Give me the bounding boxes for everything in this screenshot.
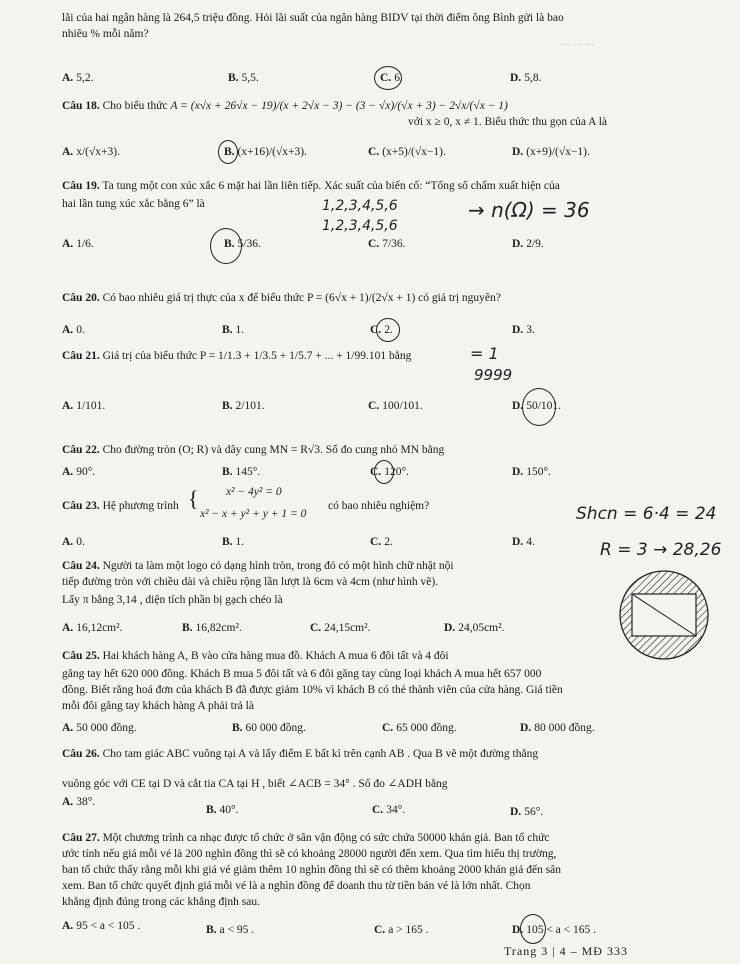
q21-option-c[interactable]: C. 100/101. [368,400,423,412]
answer-circle-mark [520,914,546,944]
q22-option-d[interactable]: D. 150°. [512,466,551,478]
q23-option-d[interactable]: D. 4. [512,536,535,548]
q18-option-b[interactable]: B. (x+16)/(√x+3). [224,146,307,158]
handwritten-note: 1,2,3,4,5,6 [322,198,398,214]
page-footer: Trang 3 | 4 – MĐ 333 [504,944,628,958]
q23-question-tail: có bao nhiêu nghiệm? [328,500,430,512]
q21-stem: Câu 21. Giá trị của biểu thức P = 1/1.3 + 1/3.5 + 1/5.7 + ... + 1/99.101 bằng [62,350,412,362]
q22-option-b[interactable]: B. 145°. [222,466,261,478]
handwritten-note: Shcn = 6·4 = 24 [576,504,717,524]
handwritten-note: 9999 [474,366,513,384]
q22-option-a[interactable]: A. 90°. [62,466,96,478]
q19-option-a[interactable]: A. 1/6. [62,238,94,250]
q24-option-c[interactable]: C. 24,15cm². [310,622,371,634]
q19-stem-line-1: Câu 19. Ta tung một con xúc xắc 6 mặt hai lần liên tiếp. Xác suất của biến cố: “Tổng số chấm xuất hiện của [62,180,560,192]
q20-option-a[interactable]: A. 0. [62,324,85,336]
handwritten-note: R = 3 → 28,26 [600,540,722,560]
q26-option-c[interactable]: C. 34°. [372,804,406,816]
q26-option-a[interactable]: A. 38°. [62,796,96,808]
q25-stem-line-4: mỗi đôi găng tay khách hàng A phải trả là [62,700,254,712]
q27-stem-line-4: xem. Ban tổ chức quyết định giá mỗi vé là a nghìn đồng để doanh thu từ tiền bán vé là lớn nhất. Chọn [62,880,531,892]
q19-option-d[interactable]: D. 2/9. [512,238,544,250]
q18-condition: với x ≥ 0, x ≠ 1. Biểu thức thu gọn của A là [408,116,608,128]
q27-stem-line-1: Câu 27. Một chương trình ca nhạc được tổ chức ở sân vận động có sức chứa 50000 khán giả. Ban tổ chức [62,832,550,844]
handwritten-note: = 1 [470,344,499,363]
q20-option-d[interactable]: D. 3. [512,324,535,336]
q18-option-d[interactable]: D. (x+9)/(√x−1). [512,146,590,158]
q25-option-b[interactable]: B. 60 000 đồng. [232,722,306,734]
q22-option-c[interactable]: C. 120°. [370,466,409,478]
q25-option-d[interactable]: D. 80 000 đồng. [520,722,595,734]
answer-circle-mark [210,228,242,264]
q27-stem-line-3: ban tổ chức thấy rằng mỗi khi giá vé giảm thêm 10 nghìn đồng thì sẽ có thêm khoảng 2000 khán giả đến sân [62,864,562,876]
q25-stem-line-1: Câu 25. Hai khách hàng A, B vào cửa hàng mua đồ. Khách A mua 6 đôi tất và 4 đôi [62,650,449,662]
answer-circle-mark [522,388,556,426]
answer-circle-mark [376,318,400,342]
q17-option-c[interactable]: C. 6. [380,72,403,84]
q26-stem-line-1: Câu 26. Cho tam giác ABC vuông tại A và lấy điểm E bất kì trên cạnh AB . Qua B vẽ một đường thẳng [62,748,539,760]
answer-circle-mark [374,66,402,90]
q19-stem-line-2: hai lần tung xúc xắc bằng 6” là [62,198,205,210]
answer-circle-mark [218,140,238,164]
q24-stem-line-2: tiếp đường tròn với chiều dài và chiều rộng lần lượt là 6cm và 4cm (như hình vẽ). [62,576,439,588]
q25-option-a[interactable]: A. 50 000 đồng. [62,722,137,734]
bleed-through-text: ··· ··· ··· [560,40,595,51]
q17-option-d[interactable]: D. 5,8. [510,72,542,84]
q21-option-d[interactable]: D. 50/101. [512,400,562,412]
answer-circle-mark [374,460,394,484]
q17-option-b[interactable]: B. 5,5. [228,72,259,84]
q24-option-a[interactable]: A. 16,12cm². [62,622,123,634]
system-brace: { [188,486,199,511]
q20-stem: Câu 20. Có bao nhiêu giá trị thực của x để biểu thức P = (6√x + 1)/(2√x + 1) có giá trị nguyên? [62,292,501,304]
q23-option-a[interactable]: A. 0. [62,536,85,548]
handwritten-note: 1,2,3,4,5,6 [322,218,398,234]
q24-option-d[interactable]: D. 24,05cm². [444,622,505,634]
q23-option-b[interactable]: B. 1. [222,536,245,548]
q27-stem-line-2: ước tính nếu giá mỗi vé là 200 nghìn đồng thì sẽ có khoảng 28000 người đến xem. Qua tìm hiểu thị trường, [62,848,557,860]
q23-equation-1: x² − 4y² = 0 [226,486,282,498]
handwritten-note: → n(Ω) = 36 [468,198,590,222]
q24-option-b[interactable]: B. 16,82cm². [182,622,242,634]
q26-option-b[interactable]: B. 40°. [206,804,239,816]
q21-option-b[interactable]: B. 2/101. [222,400,265,412]
q18-option-c[interactable]: C. (x+5)/(√x−1). [368,146,446,158]
logo-figure [614,568,714,662]
q17-option-a[interactable]: A. 5,2. [62,72,94,84]
q21-option-a[interactable]: A. 1/101. [62,400,106,412]
q20-option-b[interactable]: B. 1. [222,324,245,336]
q23-option-c[interactable]: C. 2. [370,536,393,548]
q24-stem-line-3: Lấy π bằng 3,14 , diện tích phần bị gạch chéo là [62,594,283,606]
q26-stem-line-2: vuông góc với CE tại D và cắt tia CA tại H , biết ∠ACB = 34° . Số đo ∠ADH bằng [62,778,448,790]
q22-stem: Câu 22. Cho đường tròn (O; R) và dây cung MN = R√3. Số đo cung nhỏ MN bằng [62,444,445,456]
q18-stem: Câu 18. Cho biểu thức A = (x√x + 26√x − 19)/(x + 2√x − 3) − (3 − √x)/(√x + 3) − 2√x/(√x − 1) [62,100,508,112]
q25-option-c[interactable]: C. 65 000 đồng. [382,722,457,734]
q26-option-d[interactable]: D. 56°. [510,806,544,818]
q27-option-c[interactable]: C. a > 165 . [374,924,429,936]
continuation-line-1: lãi của hai ngân hàng là 264,5 triệu đồng. Hỏi lãi suất của ngân hàng BIDV tại thời điểm ông Bình gửi là bao [62,12,564,24]
q25-stem-line-3: đồng. Biết rằng hoá đơn của khách B đã được giảm 10% vì khách B có thẻ thành viên của cửa hàng. Giá tiền [62,684,563,696]
q18-option-a[interactable]: A. x/(√x+3). [62,146,120,158]
q23-stem: Câu 23. Hệ phương trình [62,500,179,512]
q27-option-b[interactable]: B. a < 95 . [206,924,255,936]
q19-option-b[interactable]: B. 5/36. [224,238,261,250]
q19-option-c[interactable]: C. 7/36. [368,238,406,250]
q23-equation-2: x² − x + y² + y + 1 = 0 [200,508,307,520]
continuation-line-2: nhiêu % mỗi năm? [62,28,149,40]
q27-stem-line-5: khẳng định đúng trong các khẳng định sau. [62,896,261,908]
q27-option-d[interactable]: D. 105 < a < 165 . [512,924,597,936]
q27-option-a[interactable]: A. 95 < a < 105 . [62,920,141,932]
q24-stem-line-1: Câu 24. Người ta làm một logo có dạng hình tròn, trong đó có một hình chữ nhật nội [62,560,454,572]
q20-option-c[interactable]: C. 2. [370,324,393,336]
q25-stem-line-2: găng tay hết 620 000 đồng. Khách B mua 5 đôi tất và 6 đôi găng tay cùng loại khách A mua hết 657 000 [62,668,542,680]
